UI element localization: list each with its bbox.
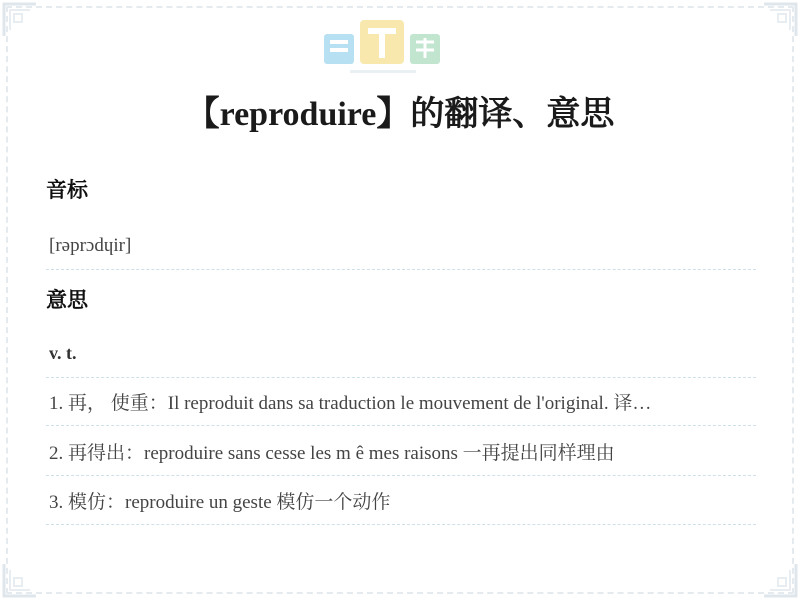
corner-ornament-icon	[0, 560, 40, 600]
definition-item	[46, 477, 756, 525]
definition-text: 2. 再得出：reproduire sans cesse les m ê mes raisons 一再提出同样理由	[49, 443, 615, 464]
page-title	[0, 86, 800, 135]
corner-ornament-icon	[760, 560, 800, 600]
title-suffix: 的翻译、意思	[410, 96, 615, 133]
corner-ornament-icon	[0, 0, 40, 40]
title-word: reproduire	[219, 96, 377, 133]
meaning-heading: 意思	[46, 288, 88, 312]
definition-item	[46, 428, 756, 476]
corner-ornament-icon	[760, 0, 800, 40]
definition-text: 1. 再， 使重：Il reproduit dans sa traduction le mouvement de l'original. 译…	[49, 393, 652, 414]
part-of-speech-row	[46, 330, 756, 378]
phonetic-value: [rəprɔdɥir]	[49, 234, 132, 256]
title-right-bracket: 】	[376, 96, 411, 133]
dictionary-logo-icon	[320, 14, 446, 84]
definition-item	[46, 378, 756, 426]
phonetic-heading: 音标	[46, 178, 88, 202]
part-of-speech: v. t.	[49, 343, 77, 363]
definition-text: 3. 模仿：reproduire un geste 模仿一个动作	[49, 492, 391, 513]
phonetic-row	[46, 222, 756, 270]
title-left-bracket: 【	[185, 96, 220, 133]
